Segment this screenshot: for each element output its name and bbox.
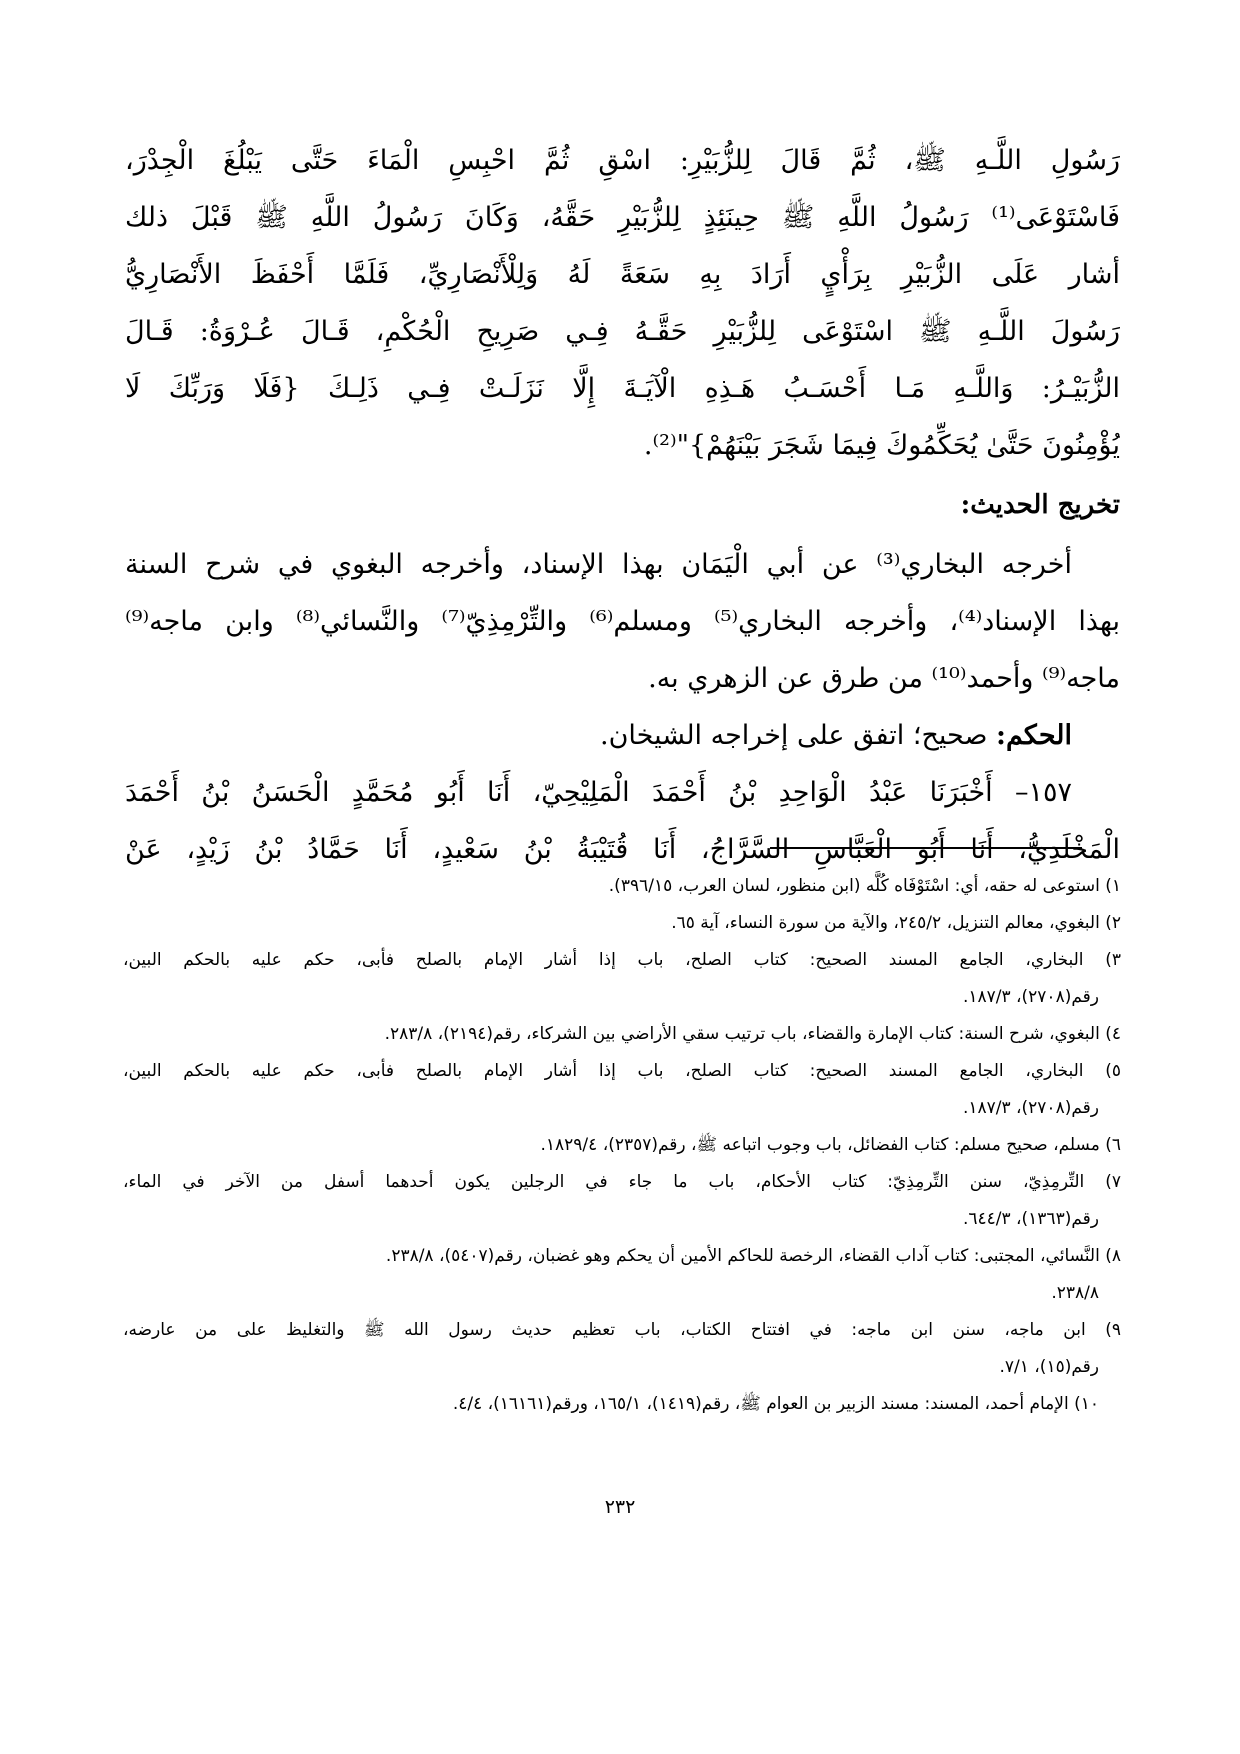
takhrij-line: ماجه⁽⁹⁾ وأحمد⁽¹⁰⁾ من طرق عن الزهري به. [648,663,1120,694]
footnote-8-cont: ٢٣٨/٨. [1051,1283,1099,1303]
footnote-5-cont: رقم(٢٧٠٨)، ١٨٧/٣. [962,1098,1099,1118]
main-text [125,132,1120,878]
takhrij-line: بهذا الإسناد⁽⁴⁾، وأخرجه البخاري⁽⁵⁾ ومسلم⁽⁶⁾ والتِّرْمِذِيّ⁽⁷⁾ والنَّسائي⁽⁸⁾ وابن ماجه⁽⁹⁾ [125,606,1120,637]
hukm-label: الحكم: [995,720,1072,751]
hukm-line [125,707,1120,764]
hadith-line: ١٥٧– أَخْبَرَنَا عَبْدُ الْوَاحِدِ بْنُ أَحْمَدَ الْمَلِيْحِيّ، أَنَا أَبُو مُحَمَّدٍ الْحَسَنُ بْنُ أَحْمَدَ [125,777,1072,808]
footnote-5: ٥) البخاري، الجامع المسند الصحيح: كتاب الصلح، باب إذا أشار الإمام بالصلح فأبى، حكم عليه بالحكم البين، [123,1061,1121,1081]
text-line: الزُّبَيْـرُ: وَاللَّـهِ مَـا أَحْسَـبُ هَـذِهِ الْآيَـةَ إِلَّا نَزَلَـتْ فِـي ذَلِـكَ {فَلَا وَرَبِّكَ لَا [125,373,1120,404]
footnote-3: ٣) البخاري، الجامع المسند الصحيح: كتاب الصلح، باب إذا أشار الإمام بالصلح فأبى، حكم عليه بالحكم البين، [123,950,1121,970]
footnote-2: ٢) البغوي، معالم التنزيل، ٢٤٥/٢، والآية من سورة النساء، آية ٦٥. [671,913,1121,933]
text-line: يُؤْمِنُونَ حَتَّىٰ يُحَكِّمُوكَ فِيمَا شَجَرَ بَيْنَهُمْ}"⁽²⁾. [643,430,1120,461]
footnote-6: ٦) مسلم، صحيح مسلم: كتاب الفضائل، باب وجوب اتباعه ﷺ، رقم(٢٣٥٧)، ١٨٢٩/٤. [540,1135,1121,1155]
footnote-9-cont: رقم(١٥)، ٧/١. [999,1357,1099,1377]
hadith-line: الْمَخْلَدِيُّ، أَنَا أَبُو الْعَبَّاسِ السَّرَّاجُ، أَنَا قُتَيْبَةُ بْنُ سَعْيدٍ، أَنَا حَمَّادُ بْنُ زَيْدٍ، عَنْ [125,834,1120,865]
footnote-9: ٩) ابن ماجه، سنن ابن ماجه: في افتتاح الكتاب، باب تعظيم حديث رسول الله ﷺ والتغليظ على من عارضه، [123,1320,1121,1340]
text-line: رَسُولِ اللَّـهِ ﷺ، ثُمَّ قَالَ لِلزُّبَيْرِ: اسْقِ ثُمَّ احْبِسِ الْمَاءَ حَتَّى يَبْلُغَ الْجِدْرَ، [125,145,1120,176]
footnote-8: ٨) النَّسائي، المجتبى: كتاب آداب القضاء، الرخصة للحاكم الأمين أن يحكم وهو غضبان، رقم(٥٤٠٧)، ٢٣٨/٨. [385,1246,1121,1266]
footnotes [123,868,1121,1423]
footnote-7: ٧) التِّرمِذِيّ، سنن التِّرمِذِيّ: كتاب الأحكام، باب ما جاء في الرجلين يكون أحدهما أسفل من الآخر في الماء، [123,1172,1121,1192]
footnote-separator [770,847,1082,849]
footnote-4: ٤) البغوي، شرح السنة: كتاب الإمارة والقضاء، باب ترتيب سقي الأراضي بين الشركاء، رقم(٢١٩٤)، ٢٨٣/٨. [384,1024,1121,1044]
footnote-1: ١) استوعى له حقه، أي: اسْتَوْفَاه كُلَّه (ابن منظور، لسان العرب، ٣٩٦/١٥). [608,876,1121,896]
footnote-7-cont: رقم(١٣٦٣)، ٦٤٤/٣. [962,1209,1099,1229]
footnote-10: ١٠) الإمام أحمد، المسند: مسند الزبير بن العوام ﷺ، رقم(١٤١٩)، ١٦٥/١، ورقم(١٦١٦١)، ٤/٤. [452,1394,1099,1414]
footnote-3-cont: رقم(٢٧٠٨)، ١٨٧/٣. [962,987,1099,1007]
text-line: فَاسْتَوْعَى⁽¹⁾ رَسُولُ اللَّهِ ﷺ حِينَئِذٍ لِلزُّبَيْرِ حَقَّهُ، وَكَانَ رَسُولُ اللَّهِ ﷺ قَبْلَ ذلك [125,202,1120,233]
takhrij-heading: تخريج الحديث: [960,490,1120,520]
hukm-text: صحيح؛ اتفق على إخراجه الشيخان. [600,720,996,751]
takhrij-line: أخرجه البخاري⁽³⁾ عن أبي الْيَمَان بهذا الإسناد، وأخرجه البغوي في شرح السنة [125,549,1072,580]
text-line: رَسُولَ اللَّـهِ ﷺ اسْتَوْعَى لِلزُّبَيْرِ حَقَّـهُ فِـي صَرِيحِ الْحُكْمِ، قَـالَ عُـرْوَةُ: قَـالَ [125,316,1120,347]
page-number: ٢٣٢ [604,1496,636,1518]
text-line: أشار عَلَى الزُّبَيْرِ بِرَأْيٍ أَرَادَ بِهِ سَعَةً لَهُ وَلِلْأَنْصَارِيِّ، فَلَمَّا أَحْفَظَ الأَنْصَارِيُّ [125,259,1120,290]
